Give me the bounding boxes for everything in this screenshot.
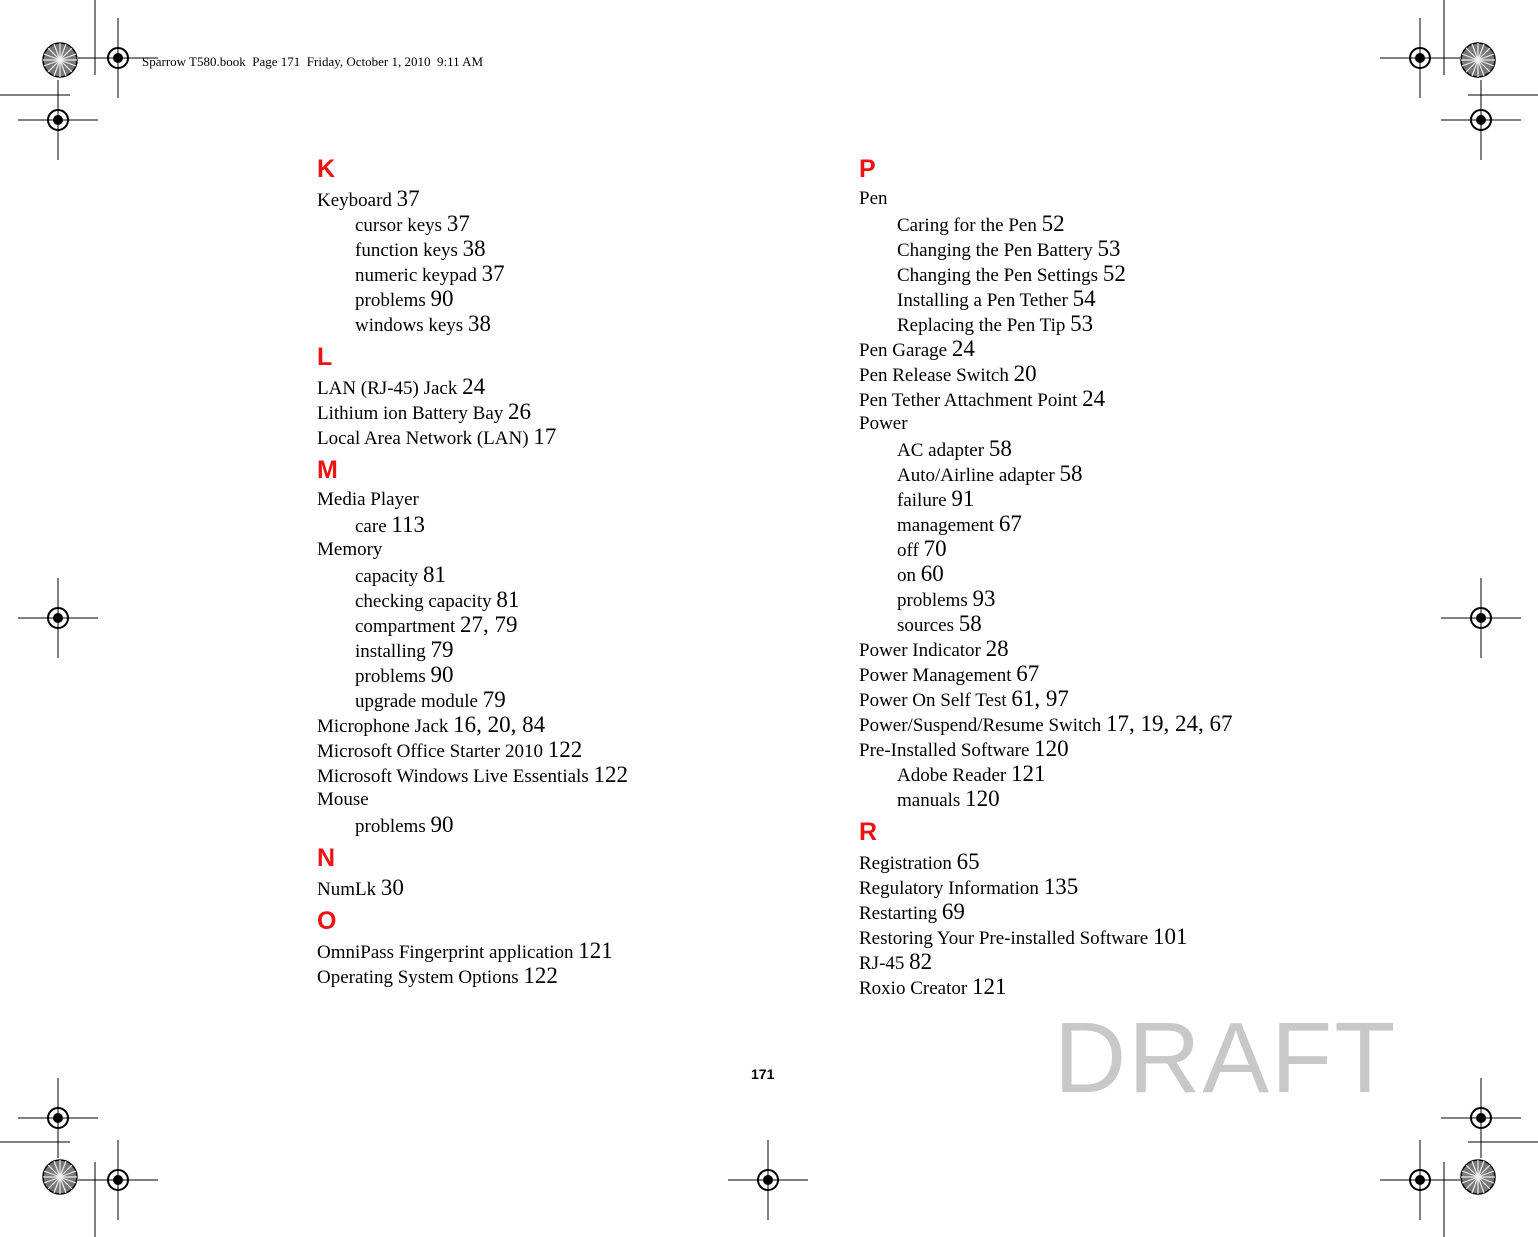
- index-subentry: [859, 536, 1399, 561]
- page-ref[interactable]: 82: [909, 949, 933, 974]
- index-entry: [317, 712, 797, 737]
- entry-term: Microsoft Office Starter 2010: [317, 741, 544, 762]
- index-entry: [859, 186, 1399, 211]
- page-ref[interactable]: 120: [965, 786, 1000, 811]
- entry-term: Power: [859, 413, 908, 434]
- page-ref[interactable]: 79: [430, 637, 454, 662]
- index-entry: [317, 186, 797, 211]
- page-ref[interactable]: 53: [1070, 311, 1094, 336]
- draft-watermark: DRAFT: [1054, 1002, 1398, 1114]
- entry-term: problems: [355, 666, 426, 687]
- index-entry: [317, 938, 797, 963]
- entry-term: Replacing the Pen Tip: [897, 315, 1066, 336]
- entry-term: checking capacity: [355, 591, 492, 612]
- page-ref[interactable]: 61, 97: [1011, 686, 1069, 711]
- section-letter: K: [317, 155, 336, 183]
- index-subentry: [859, 561, 1399, 586]
- entry-term: Power/Suspend/Resume Switch: [859, 715, 1102, 736]
- page-ref[interactable]: 58: [1059, 461, 1083, 486]
- entry-term: manuals: [897, 790, 961, 811]
- entry-term: Restoring Your Pre-installed Software: [859, 928, 1149, 949]
- index-entry: [859, 661, 1399, 686]
- entry-term: Power Management: [859, 665, 1012, 686]
- index-subentry: [859, 786, 1399, 811]
- section-letter: N: [317, 844, 336, 872]
- page-ref[interactable]: 28: [985, 636, 1009, 661]
- page-ref[interactable]: 69: [941, 899, 965, 924]
- page-ref[interactable]: 90: [430, 662, 454, 687]
- index-entry: [859, 736, 1399, 761]
- page-ref[interactable]: 24: [951, 336, 975, 361]
- index-entry: [317, 487, 797, 512]
- index-subentry: [859, 311, 1399, 336]
- page-ref[interactable]: 121: [971, 974, 1007, 999]
- page-ref[interactable]: 52: [1102, 261, 1126, 286]
- index-entry: [859, 386, 1399, 411]
- entry-term: function keys: [355, 240, 458, 261]
- index-subentry: [859, 586, 1399, 611]
- index-subentry: [317, 562, 797, 587]
- entry-term: failure: [897, 490, 947, 511]
- entry-term: Roxio Creator: [859, 978, 968, 999]
- entry-term: Pen Tether Attachment Point: [859, 390, 1078, 411]
- index-entry: [317, 537, 797, 562]
- page-ref[interactable]: 52: [1041, 211, 1065, 236]
- entry-term: off: [897, 540, 919, 561]
- page-ref[interactable]: 60: [920, 561, 944, 586]
- entry-term: on: [897, 565, 916, 586]
- entry-term: LAN (RJ-45) Jack: [317, 378, 458, 399]
- page-ref[interactable]: 67: [998, 511, 1022, 536]
- entry-term: Installing a Pen Tether: [897, 290, 1068, 311]
- entry-term: management: [897, 515, 995, 536]
- page-ref[interactable]: 54: [1072, 286, 1096, 311]
- index-subentry: [317, 211, 797, 236]
- entry-term: Changing the Pen Battery: [897, 240, 1093, 261]
- index-entry: [317, 762, 797, 787]
- index-entry: [317, 424, 797, 449]
- page-ref[interactable]: 37: [446, 211, 470, 236]
- index-entry: [317, 787, 797, 812]
- entry-term: numeric keypad: [355, 265, 477, 286]
- entry-term: compartment: [355, 616, 456, 637]
- page-ref[interactable]: 121: [1010, 761, 1046, 786]
- page-ref[interactable]: 17: [533, 424, 557, 449]
- index-entry: [859, 336, 1399, 361]
- entry-term: Local Area Network (LAN): [317, 428, 529, 449]
- index-entry: [859, 411, 1399, 436]
- index-entry: [859, 849, 1399, 874]
- index-subentry: [859, 611, 1399, 636]
- entry-term: Pen Release Switch: [859, 365, 1009, 386]
- entry-term: Media Player: [317, 489, 419, 510]
- index-subentry: [317, 236, 797, 261]
- index-entry: [317, 737, 797, 762]
- index-entry: [859, 924, 1399, 949]
- page-ref[interactable]: 30: [380, 875, 404, 900]
- section-letter: L: [317, 343, 333, 371]
- entry-term: Lithium ion Battery Bay: [317, 403, 504, 424]
- index-subentry: [317, 286, 797, 311]
- section-letter: O: [317, 907, 337, 935]
- page-ref[interactable]: 38: [467, 311, 491, 336]
- index-column-left: [317, 152, 797, 988]
- entry-term: Microsoft Windows Live Essentials: [317, 766, 589, 787]
- page-ref[interactable]: 113: [391, 512, 426, 537]
- index-subentry: [317, 662, 797, 687]
- index-subentry: [859, 261, 1399, 286]
- entry-term: Auto/Airline adapter: [897, 465, 1055, 486]
- index-subentry: [317, 687, 797, 712]
- page-ref[interactable]: 37: [396, 186, 420, 211]
- index-subentry: [859, 761, 1399, 786]
- entry-term: capacity: [355, 566, 419, 587]
- index-subentry: [317, 812, 797, 837]
- entry-term: Pen: [859, 188, 888, 209]
- entry-term: Power On Self Test: [859, 690, 1007, 711]
- entry-term: Restarting: [859, 903, 938, 924]
- page-ref[interactable]: 122: [523, 963, 558, 988]
- index-subentry: [317, 587, 797, 612]
- page-ref[interactable]: 120: [1034, 736, 1069, 761]
- index-subentry: [317, 311, 797, 336]
- entry-term: installing: [355, 641, 426, 662]
- page-ref[interactable]: 101: [1152, 924, 1188, 949]
- page-ref[interactable]: 122: [593, 762, 628, 787]
- index-entry: [317, 963, 797, 988]
- entry-term: Caring for the Pen: [897, 215, 1037, 236]
- page-ref[interactable]: 67: [1016, 661, 1040, 686]
- entry-term: Keyboard: [317, 190, 392, 211]
- entry-term: sources: [897, 615, 954, 636]
- entry-term: NumLk: [317, 879, 377, 900]
- entry-term: upgrade module: [355, 691, 478, 712]
- entry-term: RJ-45: [859, 953, 905, 974]
- section-letter: M: [317, 456, 338, 484]
- entry-term: Adobe Reader: [897, 765, 1007, 786]
- page-ref[interactable]: 37: [481, 261, 505, 286]
- page-ref[interactable]: 81: [496, 587, 520, 612]
- page-ref[interactable]: 58: [958, 611, 982, 636]
- index-entry: [859, 686, 1399, 711]
- entry-term: Mouse: [317, 789, 369, 810]
- page-ref[interactable]: 79: [482, 687, 506, 712]
- index-entry: [859, 361, 1399, 386]
- index-subentry: [859, 236, 1399, 261]
- entry-term: windows keys: [355, 315, 464, 336]
- page-ref[interactable]: 58: [988, 436, 1012, 461]
- index-subentry: [317, 512, 797, 537]
- entry-term: OmniPass Fingerprint application: [317, 942, 574, 963]
- page-ref[interactable]: 91: [951, 486, 975, 511]
- page-ref[interactable]: 38: [462, 236, 486, 261]
- index-entry: [859, 636, 1399, 661]
- page-ref[interactable]: 16, 20, 84: [453, 712, 546, 737]
- page-ref[interactable]: 93: [972, 586, 996, 611]
- entry-term: AC adapter: [897, 440, 985, 461]
- index-subentry: [859, 511, 1399, 536]
- entry-term: problems: [355, 290, 426, 311]
- index-entry: [859, 949, 1399, 974]
- page-ref[interactable]: 81: [423, 562, 447, 587]
- page-ref[interactable]: 90: [430, 286, 454, 311]
- index-subentry: [859, 211, 1399, 236]
- entry-term: problems: [355, 816, 426, 837]
- page-ref[interactable]: 24: [462, 374, 486, 399]
- entry-term: cursor keys: [355, 215, 443, 236]
- index-subentry: [317, 612, 797, 637]
- page-ref[interactable]: 122: [547, 737, 583, 762]
- book-header: Sparrow T580.book Page 171 Friday, October 1, 2010 9:11 AM: [142, 54, 484, 69]
- entry-term: care: [355, 516, 387, 537]
- index-subentry: [317, 637, 797, 662]
- index-subentry: [859, 486, 1399, 511]
- entry-term: Pre-Installed Software: [859, 740, 1030, 761]
- entry-term: Registration: [859, 853, 952, 874]
- page-ref[interactable]: 90: [430, 812, 454, 837]
- index-subentry: [859, 436, 1399, 461]
- entry-term: Pen Garage: [859, 340, 948, 361]
- section-letter: R: [859, 818, 878, 846]
- page-ref[interactable]: 53: [1097, 236, 1121, 261]
- index-subentry: [859, 286, 1399, 311]
- entry-term: Operating System Options: [317, 967, 519, 988]
- page-ref[interactable]: 27, 79: [460, 612, 518, 637]
- index-entry: [317, 399, 797, 424]
- section-letter: P: [859, 155, 876, 183]
- page-ref[interactable]: 65: [956, 849, 980, 874]
- page-ref[interactable]: 17, 19, 24, 67: [1106, 711, 1233, 736]
- page-ref[interactable]: 121: [578, 938, 613, 963]
- page-ref[interactable]: 24: [1082, 386, 1106, 411]
- index-entry: [859, 711, 1399, 736]
- entry-term: Microphone Jack: [317, 716, 449, 737]
- entry-term: Changing the Pen Settings: [897, 265, 1099, 286]
- index-subentry: [859, 461, 1399, 486]
- page-ref[interactable]: 70: [923, 536, 947, 561]
- index-entry: [317, 374, 797, 399]
- page-ref[interactable]: 135: [1043, 874, 1079, 899]
- index-entry: [317, 875, 797, 900]
- entry-term: problems: [897, 590, 968, 611]
- index-column-right: [859, 152, 1399, 999]
- entry-term: Regulatory Information: [859, 878, 1039, 899]
- index-entry: [859, 899, 1399, 924]
- entry-term: Memory: [317, 539, 383, 560]
- page-ref[interactable]: 20: [1013, 361, 1037, 386]
- index-subentry: [317, 261, 797, 286]
- index-entry: [859, 974, 1399, 999]
- page-ref[interactable]: 26: [508, 399, 532, 424]
- page-number: 171: [751, 1066, 775, 1082]
- entry-term: Power Indicator: [859, 640, 981, 661]
- index-entry: [859, 874, 1399, 899]
